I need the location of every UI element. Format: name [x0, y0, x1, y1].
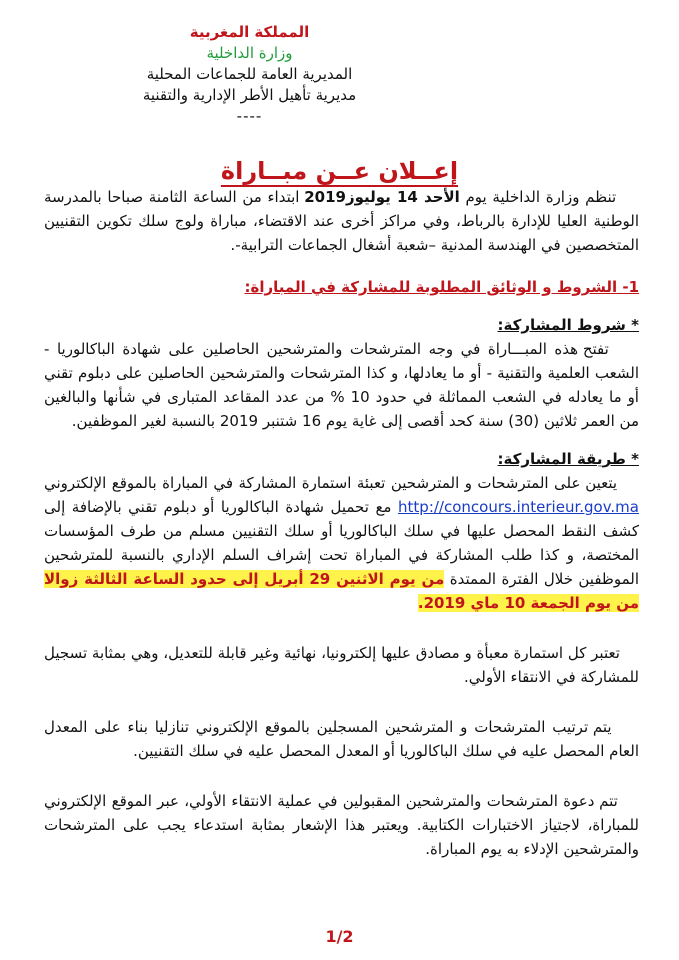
kingdom-name: المملكة المغربية [189, 23, 310, 41]
form-final-paragraph [44, 641, 639, 689]
page-number: 1/2 [325, 927, 354, 946]
intro-paragraph [44, 185, 639, 257]
intro-text-1: تنظم وزارة الداخلية يوم [459, 188, 617, 206]
exam-date: الأحد 14 يوليوز2019 [304, 188, 460, 206]
letterhead [0, 0, 499, 127]
registration-period: من يوم الاثنين 29 أبريل إلى حدود الساعة الثالثة زوالا من يوم الجمعة 10 ماي 2019. [44, 570, 639, 612]
ranking-text: يتم ترتيب المترشحات و المترشحين المسجلين بالموقع الإلكتروني تنازليا بناء على المعدل العام المحصل عليه في سلك الباكالوريا أو المعدل المحصل عليه في سلك التقنيين. [44, 718, 639, 760]
method-paragraph [44, 471, 639, 615]
registration-link[interactable]: http://concours.interieur.gov.ma [398, 498, 639, 516]
method-heading: * طريقة المشاركة: [497, 450, 639, 468]
method-text-1: يتعين على المترشحات و المترشحين تعبئة استمارة المشاركة في المباراة بالموقع الإلكتروني [44, 474, 618, 492]
section-1-heading: 1- الشروط و الوثائق المطلوبة للمشاركة في المباراة: [244, 278, 639, 296]
invitation-text: تتم دعوة المترشحات والمترشحين المقبولين في عملية الانتقاء الأولي، عبر الموقع الإلكتروني للمباراة، لاجتياز الاختبارات الكتابية. ويعتبر هذا الإشعار بمثابة استدعاء يجب على المترشحات والمترشحين الإدلاء به يوم المباراة. [44, 792, 639, 858]
conditions-heading: * شروط المشاركة: [497, 316, 639, 334]
announcement-title: إعــلان عــن مبــاراة [220, 157, 459, 185]
invitation-paragraph [44, 789, 639, 861]
conditions-text: تفتح هذه المبـــاراة في وجه المترشحات والمترشحين الحاصلين على شهادة الباكالوريا - الشعب العلمية والتقنية - أو ما يعادلها، و كذا المترشحات والمترشحين الحاصلين على دبلوم تقني أو ما يعادله في الشعب المماثلة في حدود 10 % من عدد المقاعد المتبارى في شأنها والبالغين من العمر ثلاثين (30) سنة كحد أقصى إلى غاية يوم 16 شتنبر 2019 بالنسبة لغير الموظفين. [44, 340, 639, 430]
ministry-name: وزارة الداخلية [206, 44, 293, 62]
directorate-name: مديرية تأهيل الأطر الإدارية والتقنية [142, 86, 357, 104]
directorate-general-name: المديرية العامة للجماعات المحلية [146, 65, 353, 83]
form-final-text: تعتبر كل استمارة معبأة و مصادق عليها إلكترونيا، نهائية وغير قابلة للتعديل، وهي بمثابة تسجيل للمشاركة في الانتقاء الأولي. [44, 644, 639, 686]
header-separator: ---- [236, 107, 263, 125]
intro-text-2: ابتداء من الساعة الثامنة صباحا بالمدرسة الوطنية العليا للإدارة بالرباط، وفي مراكز أخرى عند الاقتضاء، مباراة ولوج سلك تكوين التقنيين المتخصصين في الهندسة المدنية –شعبة أشغال الجماعات الترابية-. [44, 188, 639, 254]
conditions-paragraph [44, 337, 639, 433]
ranking-paragraph [44, 715, 639, 763]
method-text-2: مع تحميل شهادة الباكالوريا أو دبلوم تقني بالإضافة إلى كشف النقط المحصل عليها في سلك الباكالوريا أو سلك التقنيين مسلم من طرف المؤسسات المختصة، و كذا طلب المشاركة في المباراة تحت إشراف السلم الإداري بالنسبة للمترشحين الموظفين خلال الفترة الممتدة [44, 498, 640, 588]
